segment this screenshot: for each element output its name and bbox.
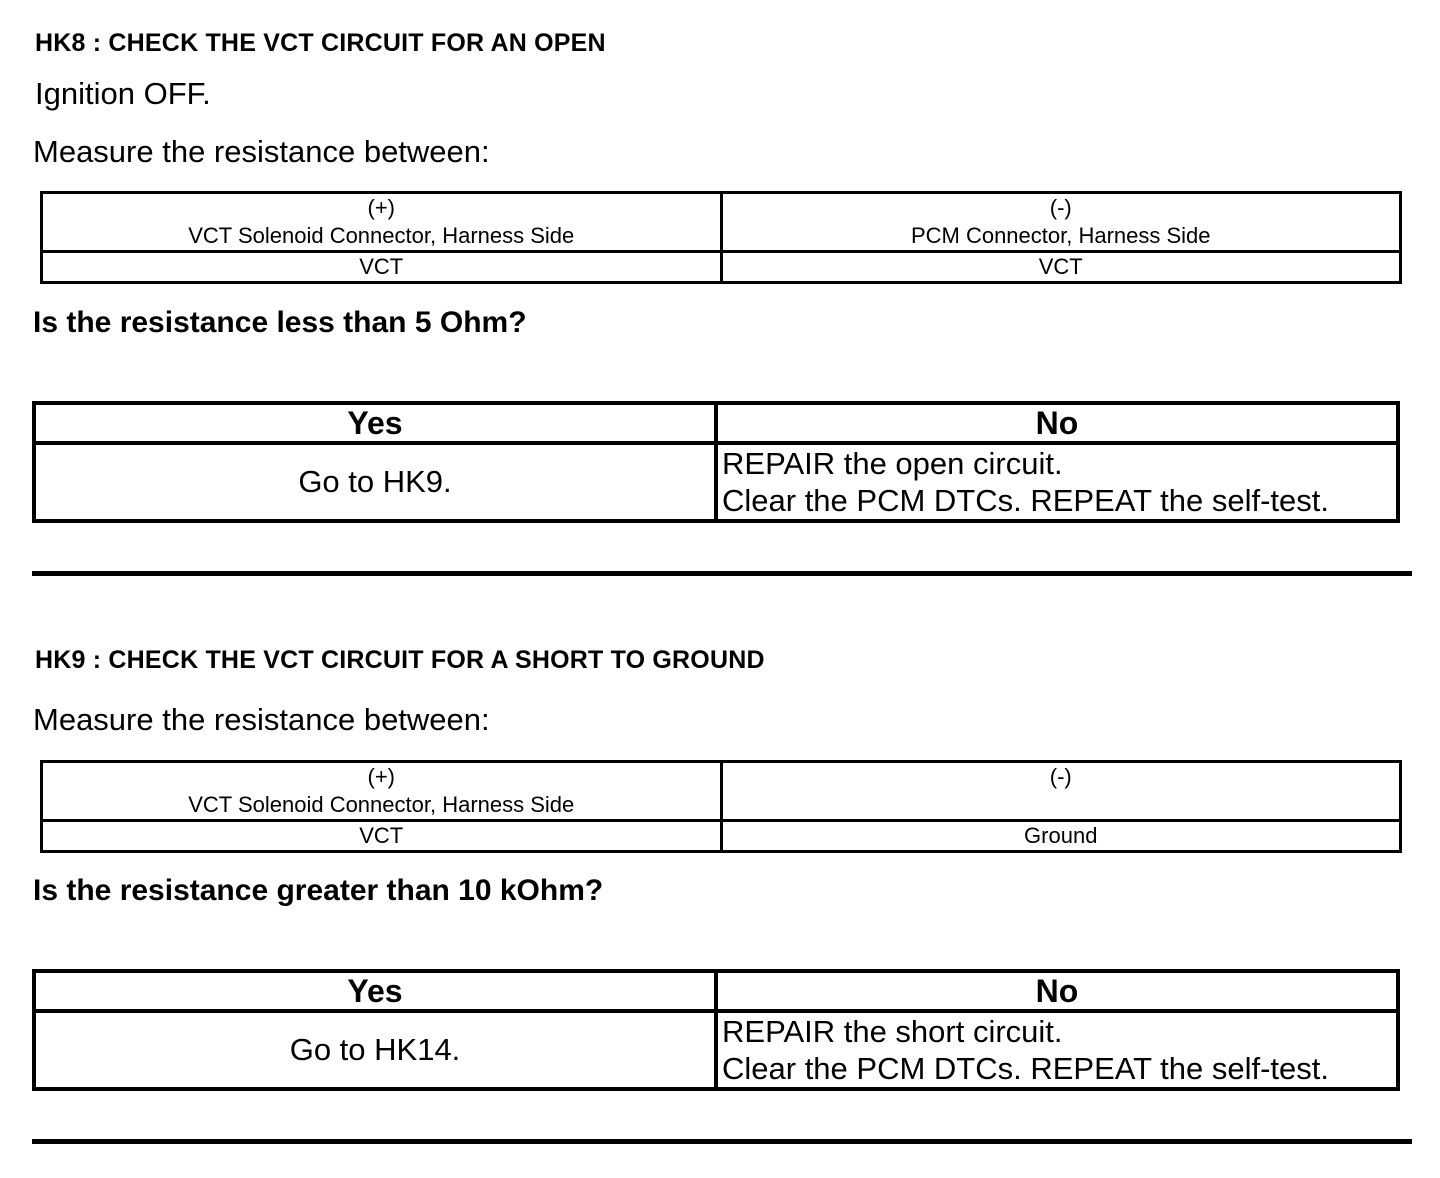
minus-symbol: (-): [1049, 195, 1072, 220]
hk8-plus-header: [42, 193, 722, 252]
hk8-measurement-table: [40, 191, 1402, 284]
section-divider: [32, 571, 1412, 576]
hk8-instruction-ignition: Ignition OFF.: [35, 76, 211, 111]
minus-symbol: (-): [1049, 764, 1072, 789]
plus-connector-label: VCT Solenoid Connector, Harness Side: [188, 792, 575, 817]
plus-connector-label: VCT Solenoid Connector, Harness Side: [188, 223, 575, 248]
hk9-minus-value: Ground: [721, 821, 1401, 852]
hk9-title: HK9 : CHECK THE VCT CIRCUIT FOR A SHORT TO GROUND: [35, 646, 765, 674]
section-divider: [32, 1139, 1412, 1144]
hk8-instruction-measure: Measure the resistance between:: [33, 134, 490, 169]
hk9-no-header: No: [716, 971, 1398, 1011]
hk8-minus-value: VCT: [721, 252, 1401, 283]
hk9-no-action: [716, 1011, 1398, 1089]
hk8-no-header: No: [716, 403, 1398, 443]
hk9-plus-value: VCT: [42, 821, 722, 852]
hk8-no-action: [716, 443, 1398, 521]
hk9-no-action-line-1: REPAIR the short circuit.: [722, 1014, 1063, 1049]
hk8-yes-header: Yes: [34, 403, 716, 443]
plus-symbol: (+): [367, 764, 395, 789]
minus-connector-label: PCM Connector, Harness Side: [910, 223, 1211, 248]
plus-symbol: (+): [367, 195, 395, 220]
hk8-title: HK8 : CHECK THE VCT CIRCUIT FOR AN OPEN: [35, 29, 606, 57]
hk8-question: Is the resistance less than 5 Ohm?: [33, 306, 527, 339]
hk9-result-table: [32, 969, 1400, 1091]
hk8-no-action-line-2: Clear the PCM DTCs. REPEAT the self-test.: [722, 483, 1329, 518]
hk8-no-action-line-1: REPAIR the open circuit.: [722, 446, 1063, 481]
hk9-measurement-table: [40, 760, 1402, 853]
hk9-question: Is the resistance greater than 10 kOhm?: [33, 874, 604, 907]
hk9-yes-action: Go to HK14.: [34, 1011, 716, 1089]
hk9-instruction-measure: Measure the resistance between:: [33, 702, 490, 737]
hk8-result-table: [32, 401, 1400, 523]
hk8-yes-action: Go to HK9.: [34, 443, 716, 521]
hk9-yes-header: Yes: [34, 971, 716, 1011]
hk9-no-action-line-2: Clear the PCM DTCs. REPEAT the self-test.: [722, 1051, 1329, 1086]
hk9-plus-header: [42, 762, 722, 821]
hk9-minus-header: [721, 762, 1401, 821]
hk8-minus-header: [721, 193, 1401, 252]
hk8-plus-value: VCT: [42, 252, 722, 283]
